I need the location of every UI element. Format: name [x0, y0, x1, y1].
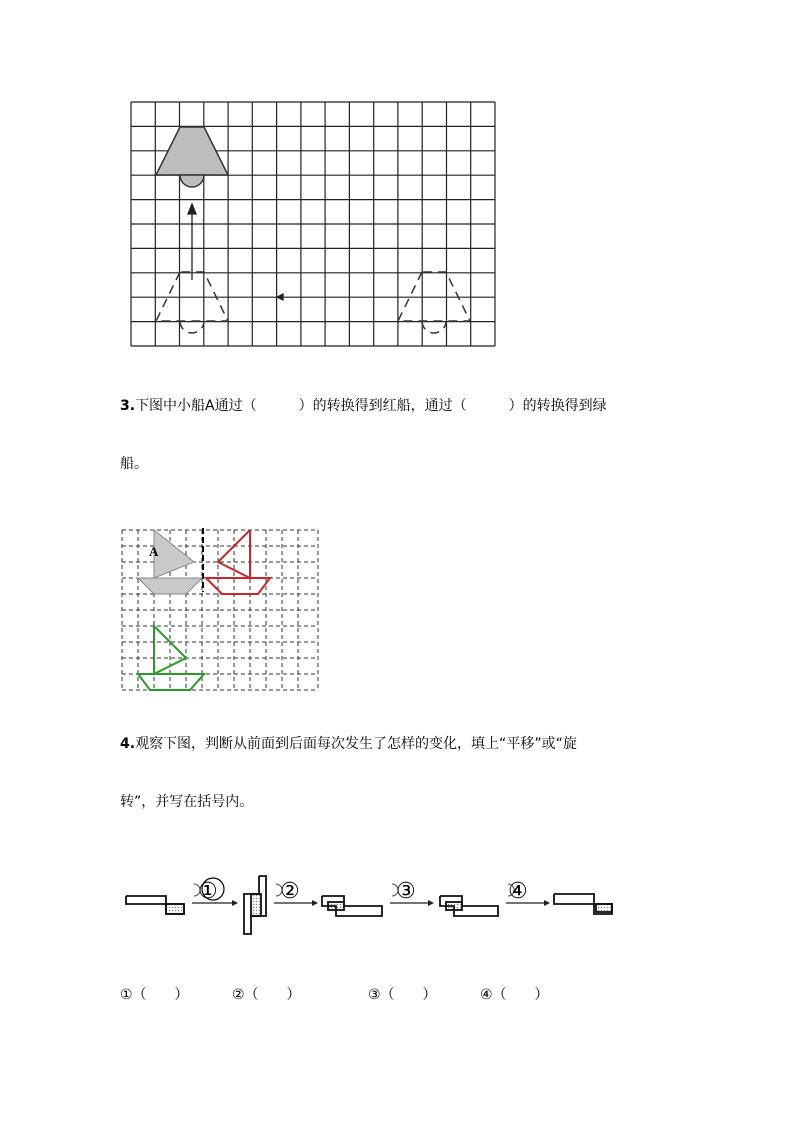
question-number: 3.	[120, 398, 136, 414]
step-label-1: ①	[198, 879, 218, 904]
question-number: 4.	[120, 736, 136, 752]
z-shape-2	[244, 876, 266, 934]
z-shape-3	[322, 896, 382, 916]
boat-a-label: A	[149, 544, 159, 559]
answer-blank-3[interactable]: ③（ ）	[368, 987, 437, 1003]
step-label-2: ②	[280, 879, 300, 904]
z-shape-1	[126, 896, 184, 914]
question-text: 船。	[120, 456, 148, 472]
question-text: 转”，并写在括号内。	[120, 794, 254, 810]
z-shape-4	[440, 896, 498, 916]
step-label-4: ④	[508, 879, 528, 904]
answer-blank-4[interactable]: ④（ ）	[480, 987, 549, 1003]
z-shape-5	[554, 894, 612, 914]
question-text: 下图中小船A通过（ ）的转换得到红船，通过（ ）的转换得到绿	[135, 398, 607, 414]
step-label-3: ③	[396, 879, 416, 904]
answer-blank-2[interactable]: ②（ ）	[232, 987, 301, 1003]
answer-blank-1[interactable]: ①（ ）	[120, 987, 189, 1003]
question-text: 观察下图，判断从前面到后面每次发生了怎样的变化，填上“平移”或“旋	[135, 736, 577, 752]
